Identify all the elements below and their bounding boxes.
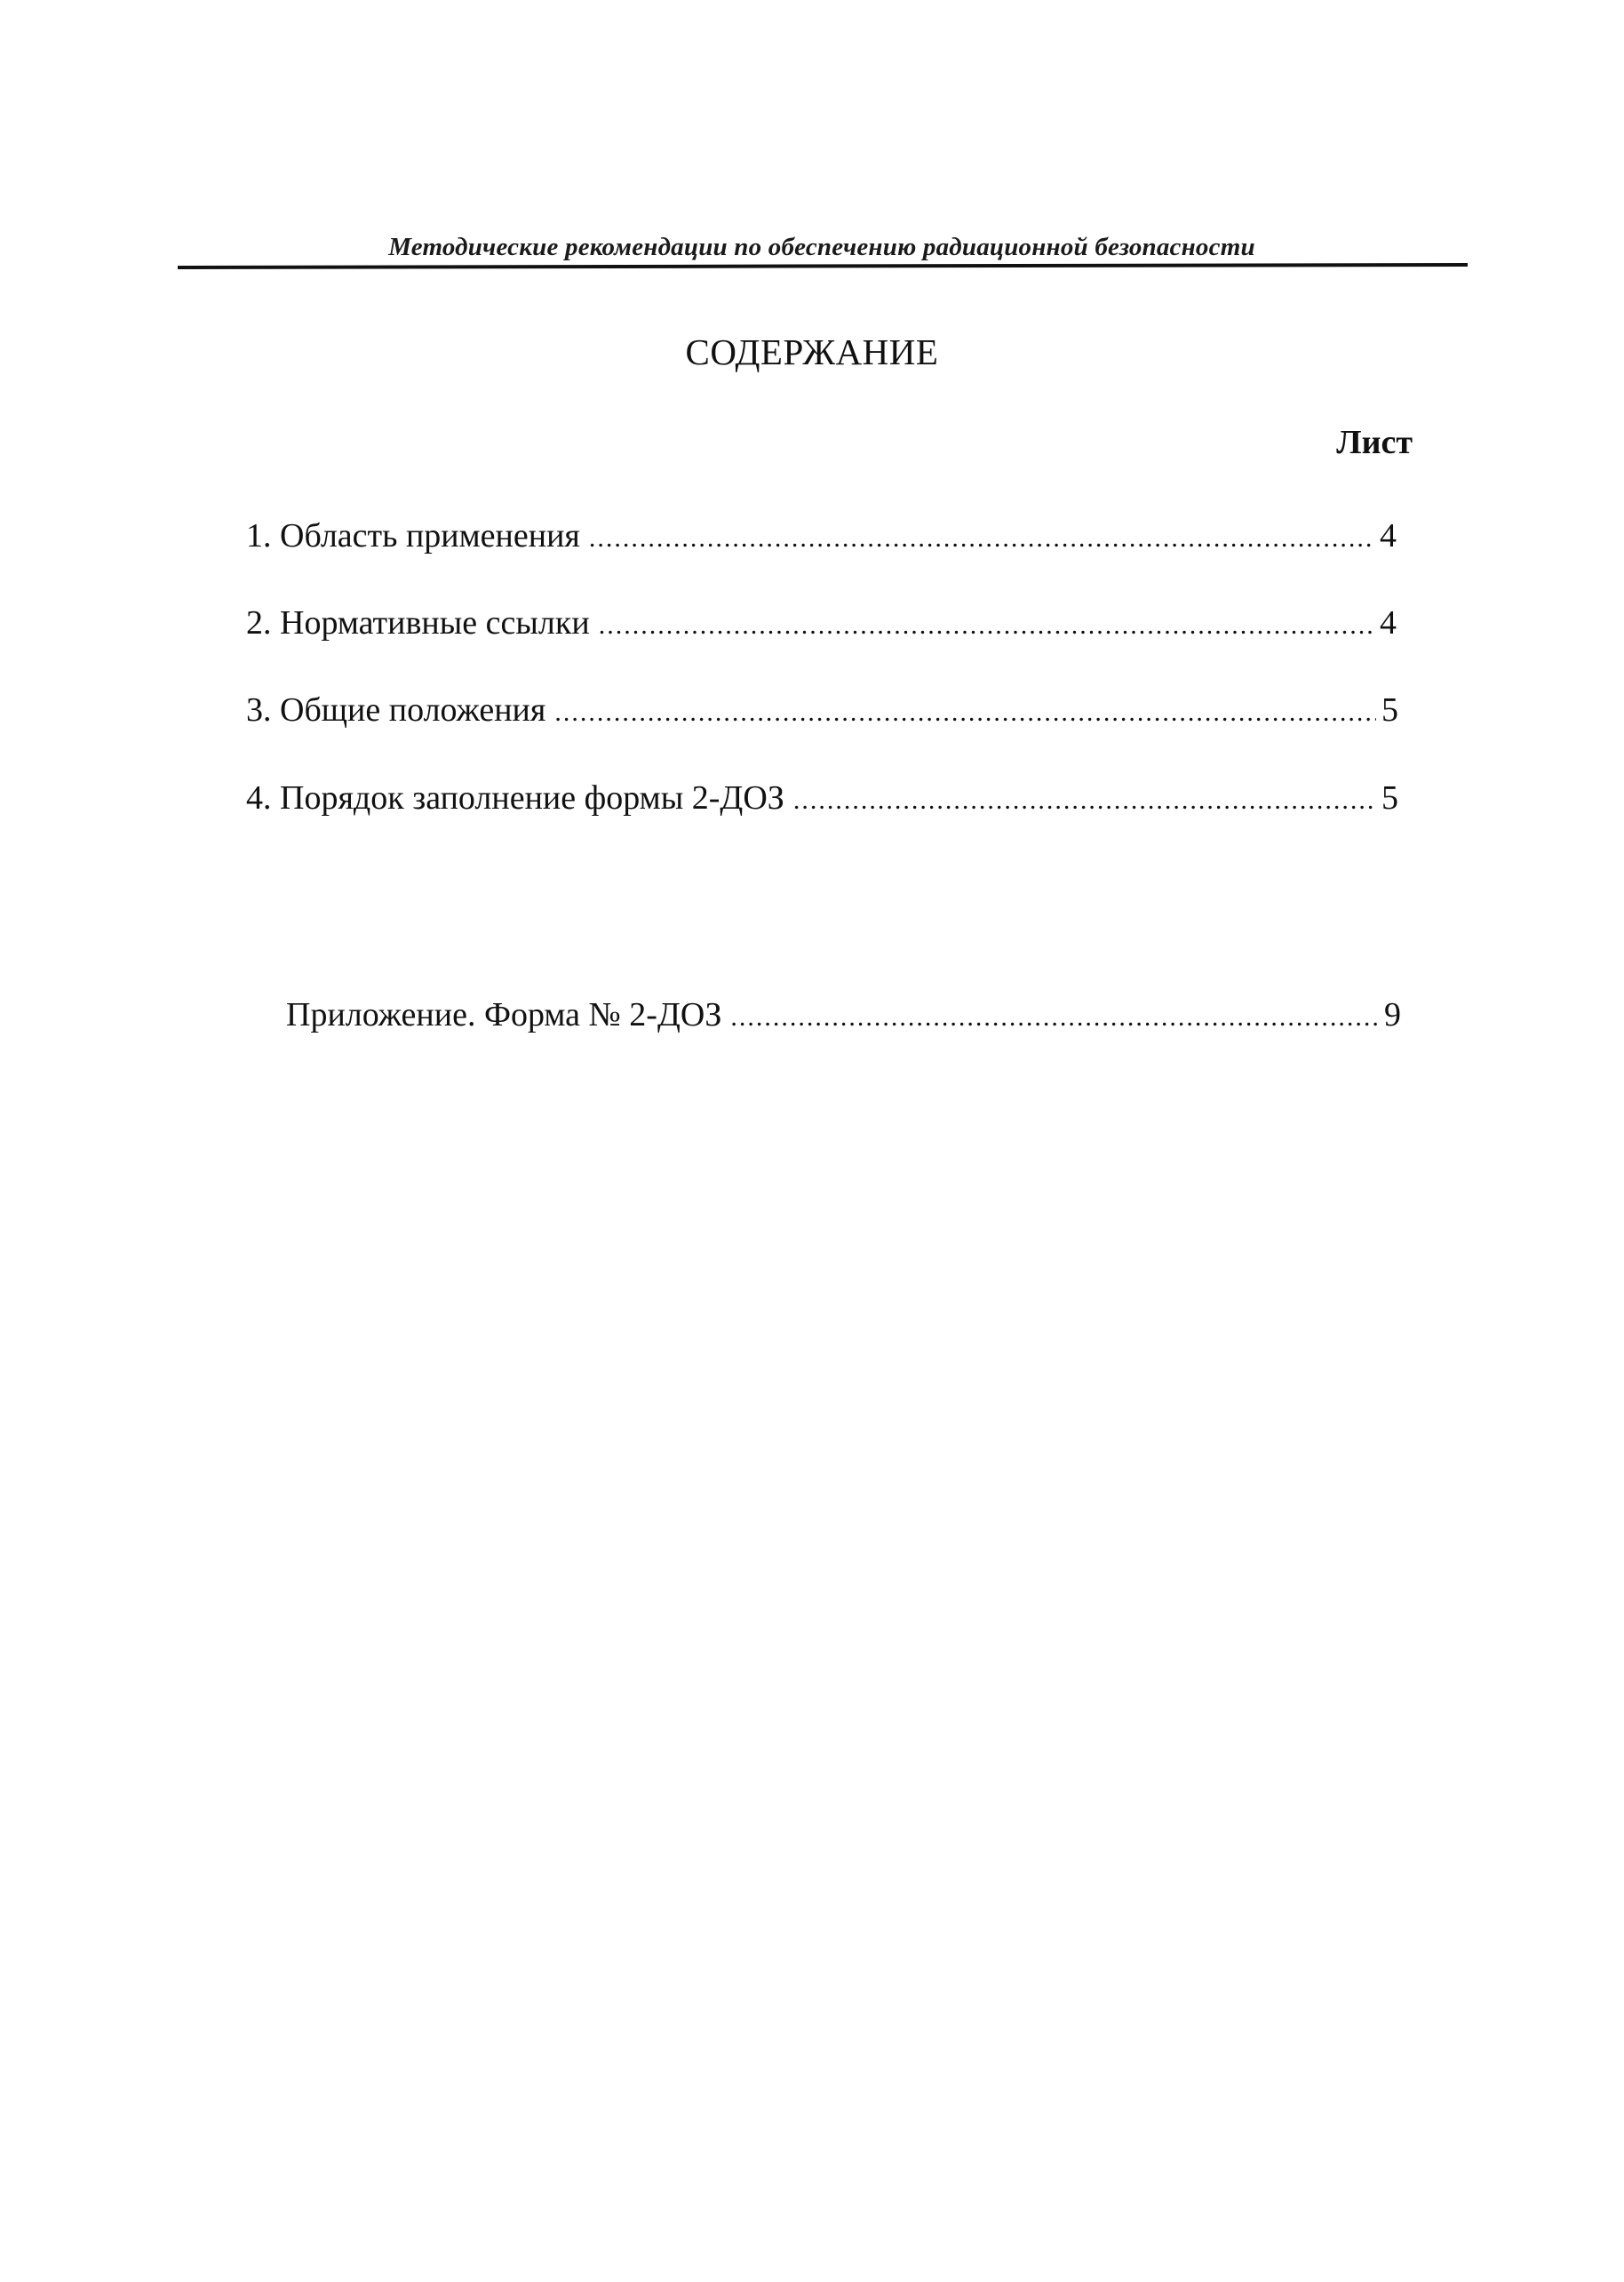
running-header-title: Методические рекомендации по обеспечению радиационной безопасности	[388, 233, 1255, 261]
toc-dot-leader	[554, 693, 1376, 732]
toc-dot-leader	[730, 998, 1379, 1037]
toc-entry-page: 4	[1380, 604, 1397, 642]
toc-dot-leader	[599, 606, 1374, 645]
toc-entry-3[interactable]	[246, 690, 1398, 730]
toc-entry-label: 1. Область применения	[246, 517, 580, 555]
running-header	[178, 233, 1466, 262]
toc-entry-page: 5	[1381, 691, 1398, 729]
toc-dot-leader	[589, 519, 1374, 558]
toc-entry-4[interactable]	[246, 778, 1398, 818]
toc-entry-page: 4	[1380, 517, 1397, 555]
toc-entry-label: 2. Нормативные ссылки	[246, 604, 590, 642]
toc-entry-2[interactable]	[246, 603, 1397, 642]
page-column-label: Лист	[1336, 424, 1413, 461]
header-rule	[178, 263, 1468, 269]
toc-title: СОДЕРЖАНИЕ	[685, 331, 939, 372]
toc-entry-label: 4. Порядок заполнение формы 2-ДОЗ	[246, 779, 784, 817]
toc-entry-page: 9	[1384, 996, 1401, 1033]
toc-entry-label: 3. Общие положения	[246, 691, 546, 729]
toc-entry-1[interactable]	[246, 516, 1397, 555]
toc-dot-leader	[793, 781, 1376, 820]
toc-entry-page: 5	[1381, 779, 1398, 817]
toc-entry-appendix[interactable]	[286, 995, 1401, 1034]
toc-entry-label: Приложение. Форма № 2-ДОЗ	[286, 996, 722, 1033]
